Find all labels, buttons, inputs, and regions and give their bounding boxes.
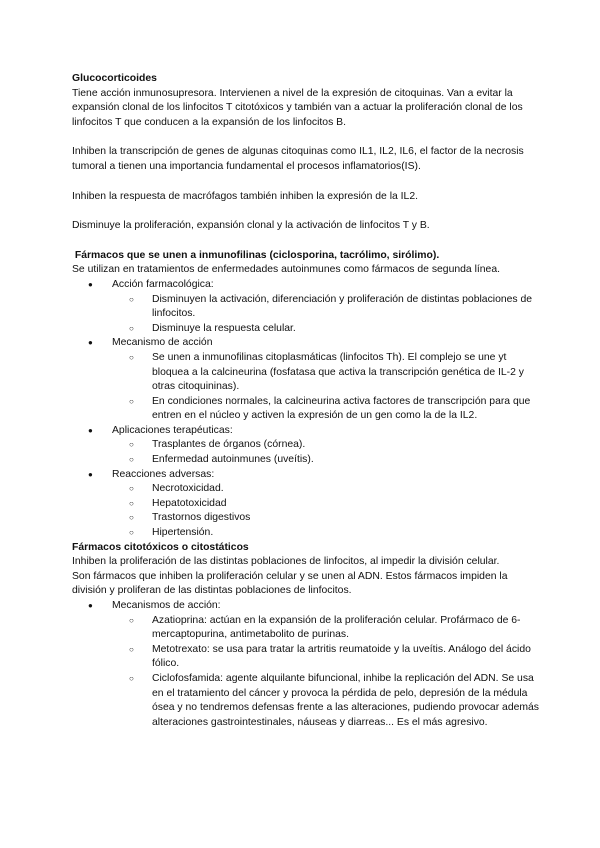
sub-list-item: ○ Necrotoxicidad. [112, 482, 542, 497]
sub-list-item: ○ Metotrexato: se usa para tratar la artritis reumatoide y la uveítis. Análogo del ácido fólico. [112, 643, 542, 672]
sub-list-item: ○ Trasplantes de órganos (córnea). [112, 438, 542, 453]
sub-list-item: ○ En condiciones normales, la calcineurina activa factores de transcripción para que entren en el núcleo y activen la expresión de un gen como la de la IL2. [112, 395, 542, 424]
paragraph: Disminuye la proliferación, expansión clonal y la activación de linfocitos T y B. [72, 220, 430, 232]
sub-list [112, 482, 542, 540]
paragraph: Tiene acción inmunosupresora. Intervienen a nivel de la expresión de citoquinas. Van a evitar la expansión clonal de los linfocitos T citotóxicos y también van a actuar la proliferación clonal de los linfocitos T que conducen a la expansión de los linfocitos B. [72, 87, 523, 128]
paragraph: Inhiben la transcripción de genes de algunas citoquinas como IL1, IL2, IL6, el factor de la necrosis tumoral a tienen una importancia fundamental el procesos inflamatorios(IS). [72, 146, 524, 172]
section-heading-inmunofilinas: Fármacos que se unen a inmunofilinas (ciclosporina, tacrólimo, sirólimo). [72, 249, 440, 261]
section-heading-citotoxicos: Fármacos citotóxicos o citostáticos [72, 541, 249, 553]
sub-list-item: ○ Hepatotoxicidad [112, 497, 542, 512]
sub-list-item: ○ Disminuyen la activación, diferenciación y proliferación de distintas poblaciones de linfocitos. [112, 293, 542, 322]
sub-list-item: ○ Trastornos digestivos [112, 511, 542, 526]
list-item [72, 424, 542, 468]
sub-list-item: ○ Hipertensión. [112, 526, 542, 541]
paragraph: Son fármacos que inhiben la proliferación celular y se unen al ADN. Estos fármacos impiden la división y proliferan de las distintas poblaciones de linfocitos. [72, 570, 508, 597]
sub-list-item: ○ Disminuye la respuesta celular. [112, 322, 542, 337]
sub-list-item: ○ Enfermedad autoinmunes (uveítis). [112, 453, 542, 468]
sub-list-item: ○ Se unen a inmunofilinas citoplasmáticas (linfocitos Th). El complejo se une yt bloquea a la calcineurina (fosfatasa que activa la transcripción genética de IL-2 y otras citoquininas). [112, 351, 542, 395]
list-item-label: Acción farmacológica: [112, 278, 214, 290]
sub-list [112, 438, 542, 467]
paragraph: Se utilizan en tratamientos de enfermedades autoinmunes como fármacos de segunda línea. [72, 264, 501, 276]
sub-list [112, 614, 542, 731]
sub-list-item: ○ Ciclofosfamida: agente alquilante bifuncional, inhibe la replicación del ADN. Se usa en el tratamiento del cáncer y provoca la pérdida de pelo, depresión de la médula ósea y no tendremos defensas frente a las alteraciones, pudiendo provocar además alteraciones gastrointestinales, náuseas y diarreas... Es el más agresivo. [112, 672, 542, 730]
list-item-label: Mecanismos de acción: [112, 600, 221, 611]
list-item [72, 599, 542, 730]
bullet-list [72, 278, 542, 541]
list-item [72, 336, 542, 424]
paragraph: Inhiben la respuesta de macrófagos también inhiben la expresión de la IL2. [72, 190, 419, 202]
list-item-label: Mecanismo de acción [112, 337, 213, 349]
sub-list-item: ○ Azatioprina: actúan en la expansión de la proliferación celular. Profármaco de 6-mercaptopurina, antimetabolito de purinas. [112, 614, 542, 643]
list-item-label: Reacciones adversas: [112, 468, 215, 480]
paragraph: Inhiben la proliferación de las distintas poblaciones de linfocitos, al impedir la división celular. [72, 556, 500, 568]
sub-list [112, 351, 542, 424]
section-heading-glucocorticoides: Glucocorticoides [72, 73, 157, 84]
document-content [72, 72, 542, 730]
list-item-label: Aplicaciones terapéuticas: [112, 424, 233, 436]
list-item [72, 278, 542, 336]
bullet-list [72, 599, 542, 730]
list-item [72, 468, 542, 541]
sub-list [112, 293, 542, 337]
